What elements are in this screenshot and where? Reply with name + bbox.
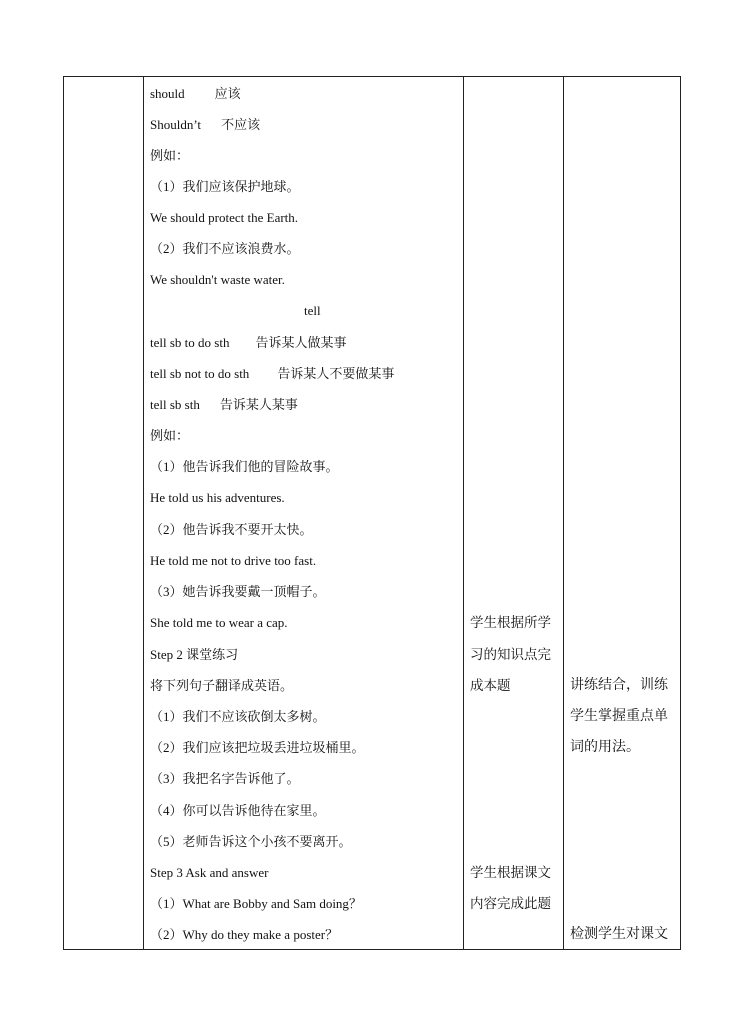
example-line: She told me to wear a cap. (150, 615, 288, 630)
instruction-line: 将下列句子翻译成英语。 (150, 678, 294, 693)
activity-line: 学生根据所学 (470, 615, 551, 630)
vocab-line: tell sb sth 告诉某人某事 (150, 397, 298, 412)
teaching-content-cell (144, 77, 462, 949)
example-line: （2）他告诉我不要开太快。 (150, 522, 313, 537)
student-activity-cell (464, 77, 562, 949)
example-label: 例如： (150, 148, 190, 163)
example-line: He told us his adventures. (150, 490, 285, 505)
step-heading: Step 3 Ask and answer (150, 865, 269, 880)
example-line: （1）我们应该保护地球。 (150, 179, 300, 194)
example-line: He told me not to drive too fast. (150, 553, 317, 568)
vocab-heading: tell (304, 303, 321, 318)
example-line: （1）他告诉我们他的冒险故事。 (150, 459, 339, 474)
design-intent-cell (564, 77, 681, 949)
vocab-line: should 应该 (150, 86, 241, 101)
activity-line: 内容完成此题 (470, 896, 551, 911)
exercise-line: （4）你可以告诉他待在家里。 (150, 803, 326, 818)
exercise-line: （3）我把名字告诉他了。 (150, 771, 300, 786)
example-line: （2）我们不应该浪费水。 (150, 241, 300, 256)
example-line: We should protect the Earth. (150, 210, 299, 225)
intent-line: 学生掌握重点单 (570, 709, 668, 724)
lesson-table (63, 76, 681, 950)
step-heading: Step 2 课堂练习 (150, 647, 239, 662)
vocab-line: tell sb to do sth 告诉某人做某事 (150, 335, 347, 350)
activity-line: 习的知识点完 (470, 647, 551, 662)
exercise-line: （5）老师告诉这个小孩不要离开。 (150, 834, 352, 849)
exercise-line: （2）我们应该把垃圾丢进垃圾桶里。 (150, 740, 365, 755)
intent-line: 检测学生对课文 (570, 927, 668, 942)
intent-line: 讲练结合，训练 (570, 678, 668, 693)
vocab-line: tell sb not to do sth 告诉某人不要做某事 (150, 366, 395, 381)
activity-line: 成本题 (470, 678, 511, 693)
exercise-line: （1）我们不应该砍倒太多树。 (150, 709, 326, 724)
example-line: （3）她告诉我要戴一顶帽子。 (150, 584, 326, 599)
question-line: （1）What are Bobby and Sam doing？ (150, 896, 362, 911)
example-line: We shouldn't waste water. (150, 272, 285, 287)
intent-line: 词的用法。 (570, 740, 640, 755)
question-line: （2）Why do they make a poster？ (150, 927, 339, 942)
vocab-line: Shouldn’t 不应该 (150, 117, 261, 132)
activity-line: 学生根据课文 (470, 865, 551, 880)
example-label: 例如： (150, 428, 190, 443)
